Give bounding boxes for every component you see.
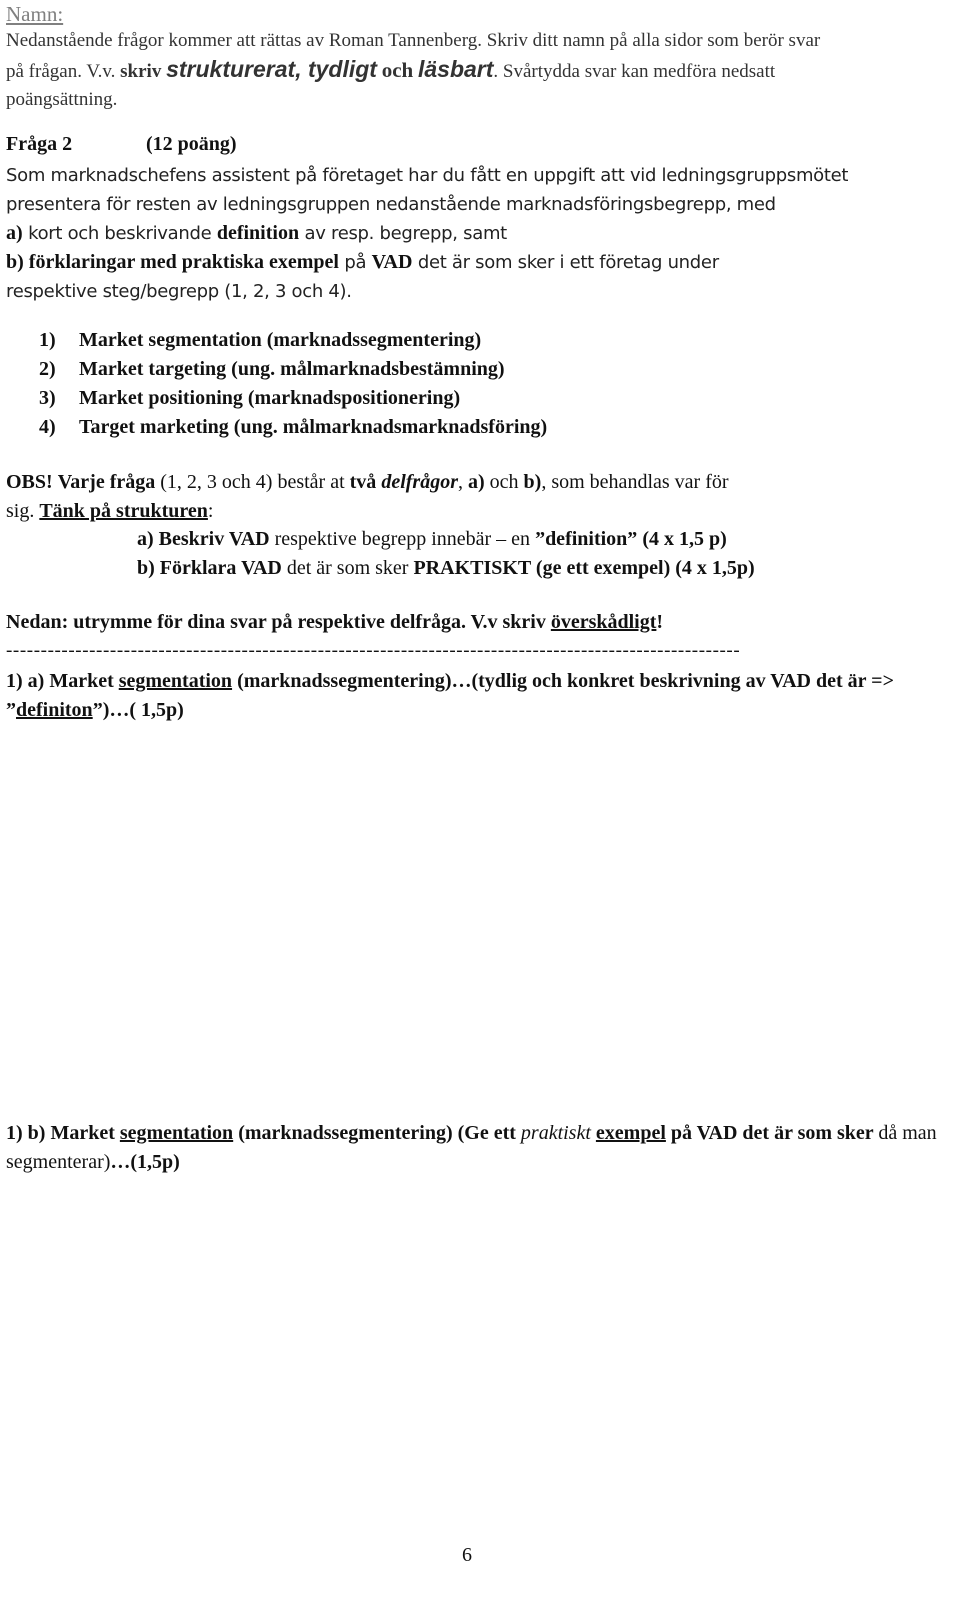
answer-space-heading: Nedan: utrymme för dina svar på respektive delfråga. V.v skriv överskådligt!: [6, 611, 664, 633]
instructions: [137, 525, 755, 583]
question-heading: [6, 133, 237, 156]
list-item: 2) Market targeting (ung. målmarknadsbestämning): [39, 358, 505, 380]
page-number: 6: [462, 1544, 472, 1566]
question-title: Fråga 2: [6, 133, 73, 155]
intro-text: Nedanstående frågor kommer att rättas av Roman Tannenberg. Skriv ditt namn på alla sidor som berör svar på frågan. V.v. skriv strukturerat, tydligt och läsbart. Svårtydda svar kan medföra nedsatt poängsättning.: [6, 30, 821, 110]
question-points: (12 poäng): [146, 133, 237, 155]
subquestion-1b: 1) b) Market segmentation (marknadssegmentering) (Ge ett praktiskt exempel på VAD det är som sker då man segmenterar)…(1,5p): [6, 1122, 937, 1173]
concept-list: [39, 326, 547, 442]
subquestion-1a: 1) a) Market segmentation (marknadssegmentering)…(tydlig och konkret beskrivning av VAD det är => ”definiton”)…( 1,5p): [6, 670, 894, 721]
list-item: 4) Target marketing (ung. målmarknadsmarknadsföring): [39, 416, 548, 438]
question-body: Som marknadschefens assistent på företaget har du fått en uppgift att vid ledningsgruppsmötet presentera för resten av ledningsgruppen nedanstående marknadsföringsbegrepp, med a) kort och beskrivande definition av resp. begrepp, samt b) förklaringar med praktiska exempel på VAD det är som sker i ett företag under respektive steg/begrepp (1, 2, 3 och 4).: [6, 165, 849, 302]
structure-heading: Tänk på strukturen: [39, 500, 208, 522]
list-item: 3) Market positioning (marknadspositionering): [39, 387, 461, 409]
name-label: Namn:: [6, 2, 64, 26]
obs-note: OBS! Varje fråga (1, 2, 3 och 4) består at två delfrågor, a) och b), som behandlas var för sig. Tänk på strukturen:: [6, 471, 729, 522]
list-item: 1) Market segmentation (marknadssegmentering): [39, 329, 482, 351]
instruction-b: b) Förklara VAD det är som sker PRAKTISKT (ge ett exempel) (4 x 1,5p): [137, 557, 755, 579]
dashed-separator: ----------------------------------------------------------------------------------------------------------: [6, 640, 741, 661]
instruction-a: a) Beskriv VAD respektive begrepp innebär – en ”definition” (4 x 1,5 p): [137, 528, 727, 550]
